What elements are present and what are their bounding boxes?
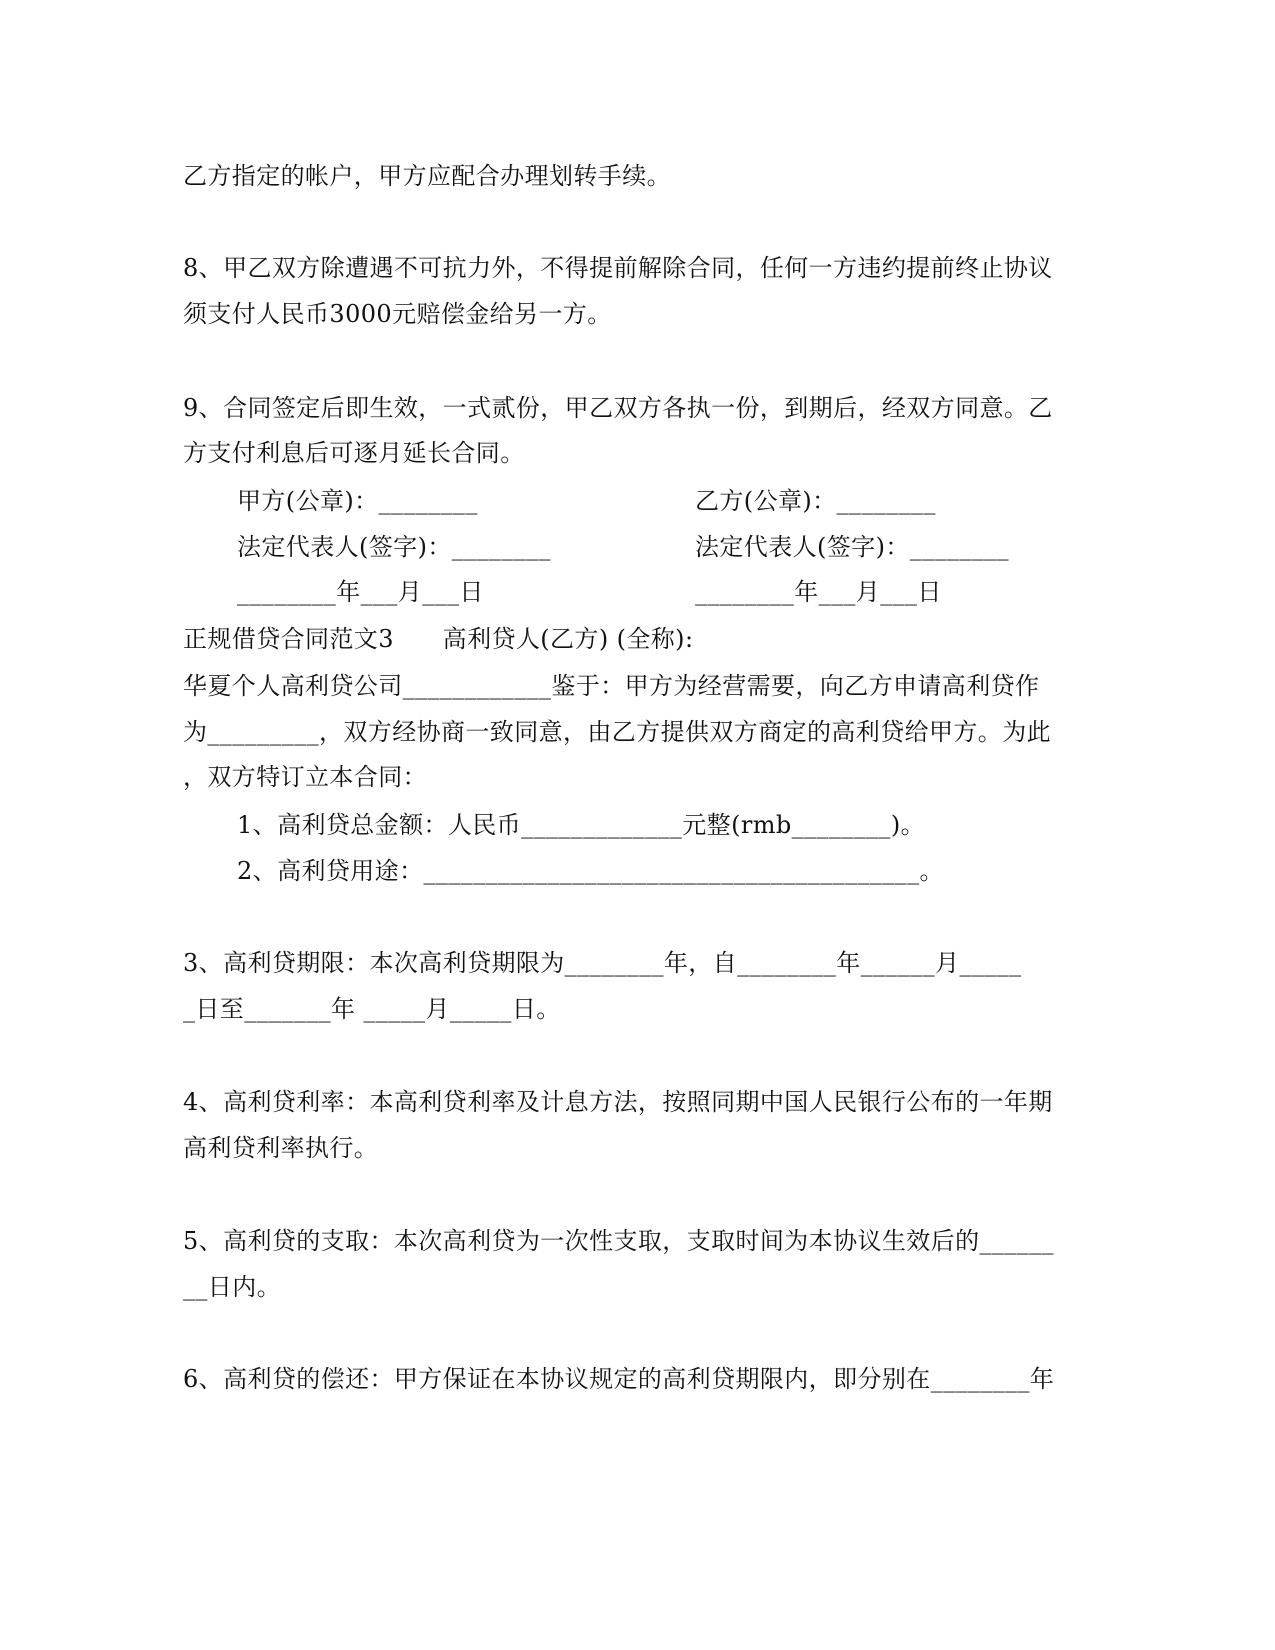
item-3-line-1: 3、高利贷期限：本次高利贷期限为________年，自________年______月_____ [183,949,1022,977]
item-5-line-1: 5、高利贷的支取：本次高利贷为一次性支取，支取时间为本协议生效后的______ [183,1227,1054,1255]
item-4-line-1: 4、高利贷利率：本高利贷利率及计息方法，按照同期中国人民银行公布的一年期 [183,1088,1053,1116]
item-1-amount: 1、高利贷总金额：人民币_____________元整(rmb________)。 [237,811,925,839]
signature-party-b-rep: 法定代表人(签字)：________ [695,533,1009,561]
item-3-line-2: _日至_______年 _____月_____日。 [183,995,561,1023]
paragraph-line: 乙方指定的帐户，甲方应配合办理划转手续。 [183,162,671,190]
signature-party-b-date: ________年___月___日 [695,578,942,606]
clause-8-line-1: 8、甲乙双方除遭遇不可抗力外，不得提前解除合同，任何一方违约提前终止协议 [183,254,1053,282]
signature-party-a-seal: 甲方(公章)：________ [237,487,478,515]
clause-9-line-1: 9、合同签定后即生效，一式贰份，甲乙双方各执一份，到期后，经双方同意。乙 [183,394,1053,422]
clause-8-line-2: 须支付人民币3000元赔偿金给另一方。 [183,300,612,328]
item-2-purpose: 2、高利贷用途：________________________________________。 [237,857,944,885]
contract-3-line-2: 华夏个人高利贷公司____________鉴于：甲方为经营需要，向乙方申请高利贷作 [183,672,1040,700]
signature-party-a-rep: 法定代表人(签字)：________ [237,533,551,561]
item-4-line-2: 高利贷利率执行。 [183,1134,379,1162]
signature-party-a-date: ________年___月___日 [237,578,484,606]
contract-3-line-3: 为_________，双方经协商一致同意，由乙方提供双方商定的高利贷给甲方。为此 [183,718,1051,746]
contract-3-title: 正规借贷合同范文3 高利贷人(乙方) (全称): [183,625,694,653]
contract-3-line-4: ，双方特订立本合同： [183,763,427,791]
signature-party-b-seal: 乙方(公章)：________ [695,487,936,515]
item-6-line-1: 6、高利贷的偿还：甲方保证在本协议规定的高利贷期限内，即分别在________年 [183,1365,1055,1393]
clause-9-line-2: 方支付利息后可逐月延长合同。 [183,439,525,467]
item-5-line-2: __日内。 [183,1273,281,1301]
